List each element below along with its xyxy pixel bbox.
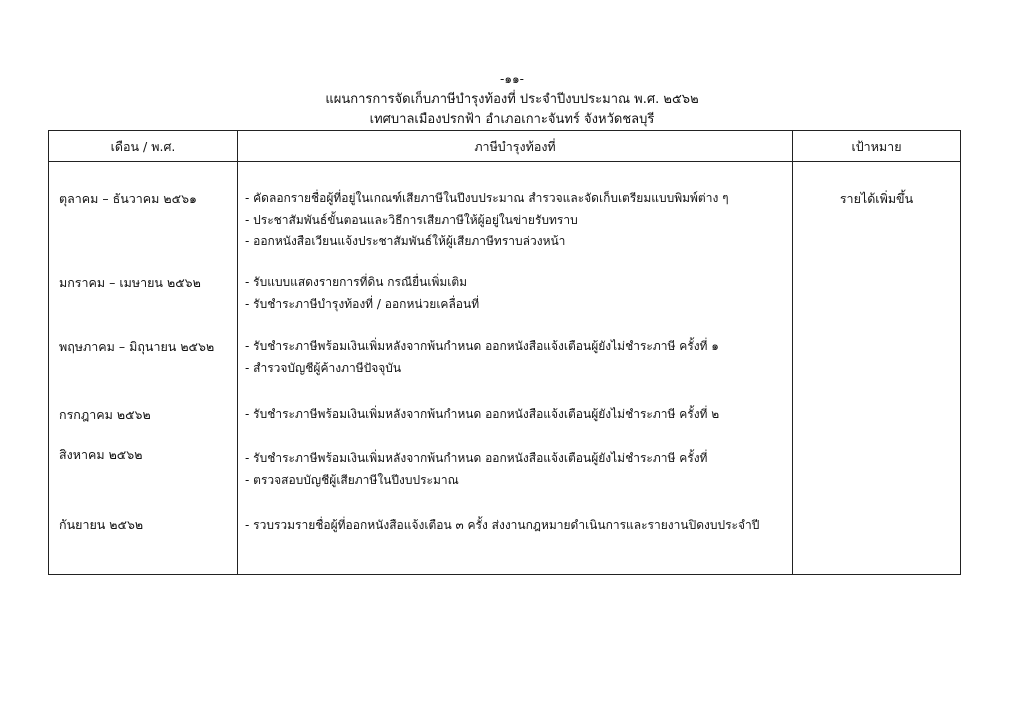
activity-item: - ตรวจสอบบัญชีผู้เสียภาษีในปีงบประมาณ [245, 473, 459, 487]
column-divider [237, 131, 238, 574]
activity-item: - สำรวจบัญชีผู้ค้างภาษีปัจจุบัน [245, 361, 402, 375]
month-cell: สิงหาคม ๒๕๖๒ [59, 447, 143, 462]
page-number: -๑๑- [500, 72, 524, 86]
activity-item: - คัดลอกรายชื่อผู้ที่อยู่ในเกณฑ์เสียภาษีในปีงบประมาณ สำรวจและจัดเก็บเตรียมแบบพิมพ์ต่าง ๆ [245, 191, 729, 205]
activity-item: - รับชำระภาษีพร้อมเงินเพิ่มหลังจากพ้นกำหนด ออกหนังสือแจ้งเตือนผู้ยังไม่ชำระภาษี ครั้งที่ [245, 451, 708, 465]
activity-item: - ประชาสัมพันธ์ขั้นตอนและวิธีการเสียภาษีให้ผู้อยู่ในข่ายรับทราบ [245, 213, 578, 227]
month-cell: มกราคม – เมษายน ๒๕๖๒ [59, 275, 201, 290]
header-divider [49, 161, 960, 162]
month-cell: ตุลาคม – ธันวาคม ๒๕๖๑ [59, 191, 197, 206]
activity-item: - ออกหนังสือเวียนแจ้งประชาสัมพันธ์ให้ผู้เสียภาษีทราบล่วงหน้า [245, 234, 566, 248]
activity-item: - รับชำระภาษีพร้อมเงินเพิ่มหลังจากพ้นกำหนด ออกหนังสือแจ้งเตือนผู้ยังไม่ชำระภาษี ครั้งที่ ๒ [245, 407, 720, 421]
month-cell: กรกฎาคม ๒๕๖๒ [59, 407, 151, 422]
column-header-target: เป้าหมาย [851, 139, 902, 154]
column-header-tax: ภาษีบำรุงท้องที่ [474, 139, 556, 154]
document-title: แผนการการจัดเก็บภาษีบำรุงท้องที่ ประจำปีงบประมาณ พ.ศ. ๒๕๖๒ [325, 92, 699, 107]
document-subtitle: เทศบาลเมืองปรกฟ้า อำเภอเกาะจันทร์ จังหวัดชลบุรี [369, 112, 655, 127]
target-cell: รายได้เพิ่มขึ้น [839, 191, 914, 206]
activity-item: - รวบรวมรายชื่อผู้ที่ออกหนังสือแจ้งเตือน ๓ ครั้ง ส่งงานกฎหมายดำเนินการและรายงานปิดงบประจำปี [245, 518, 760, 532]
activity-item: - รับชำระภาษีบำรุงท้องที่ / ออกหน่วยเคลื่อนที่ [245, 297, 480, 311]
plan-table [48, 130, 961, 575]
month-cell: พฤษภาคม – มิถุนายน ๒๕๖๒ [59, 339, 215, 354]
month-cell: กันยายน ๒๕๖๒ [59, 517, 144, 532]
activity-item: - รับแบบแสดงรายการที่ดิน กรณียื่นเพิ่มเติม [245, 275, 468, 289]
column-header-month: เดือน / พ.ศ. [110, 139, 176, 154]
activity-item: - รับชำระภาษีพร้อมเงินเพิ่มหลังจากพ้นกำหนด ออกหนังสือแจ้งเตือนผู้ยังไม่ชำระภาษี ครั้งที่ ๑ [245, 339, 719, 353]
